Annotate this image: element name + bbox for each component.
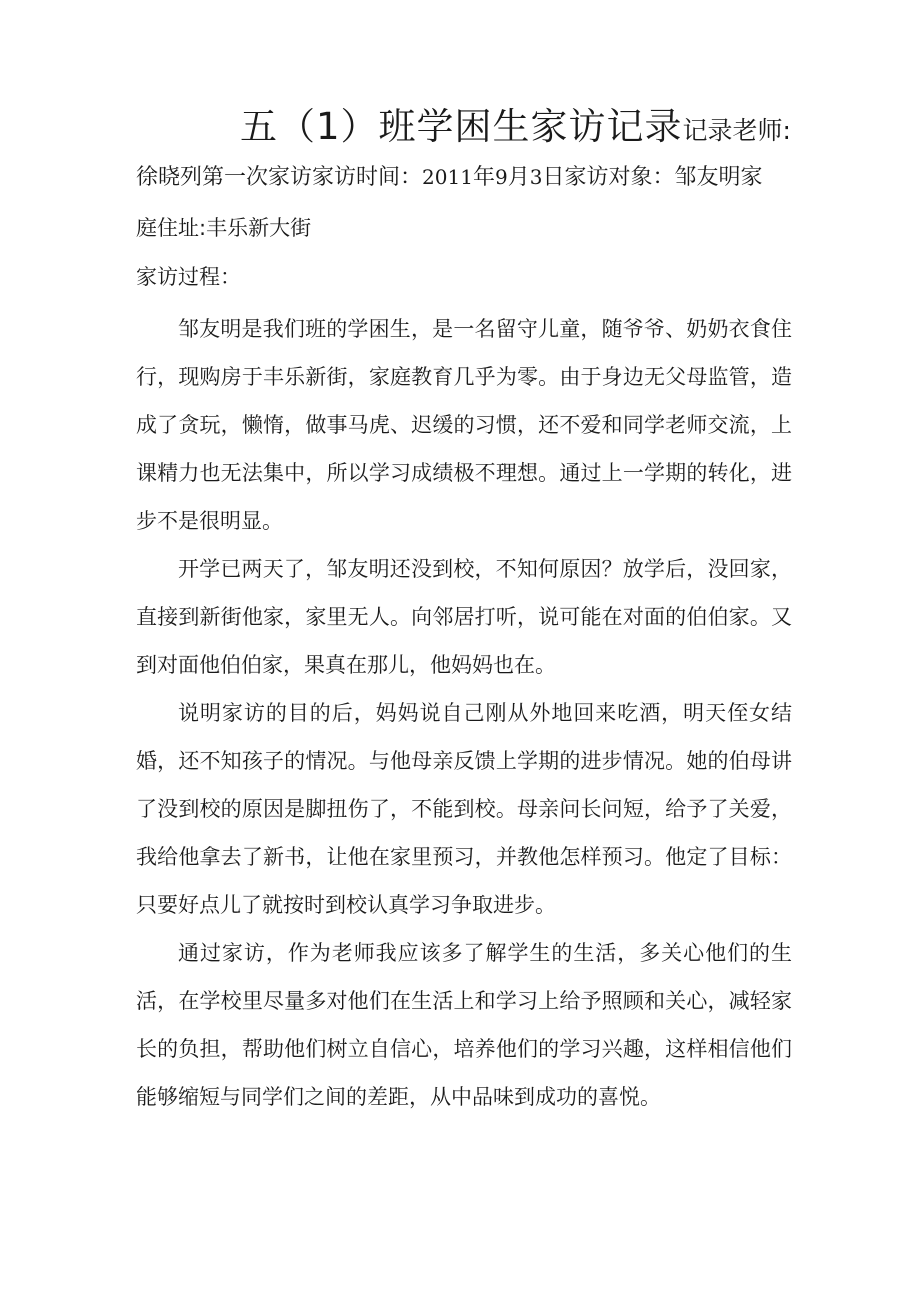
visit-label: 第一次家访家访时间： (202, 165, 423, 190)
teacher-name: 徐晓列 (136, 165, 203, 190)
title-suffix: 记录老师: (682, 116, 791, 145)
process-label: 家访过程： (136, 265, 241, 289)
paragraph: 开学已两天了，邹友明还没到校，不知何原因？放学后，没回家，直接到新街他家，家里无人。向邻居打听，说可能在对面的伯伯家。又到对面他伯伯家，果真在那儿，他妈妈也在。 (136, 557, 792, 677)
day-unit-and-subject: 日家访对象：邹友明家 (542, 165, 763, 190)
visit-day: 3 (529, 165, 543, 189)
visit-month: 9 (494, 165, 508, 189)
paragraph: 通过家访，作为老师我应该多了解学生的生活，多关心他们的生活，在学校里尽量多对他们在生活上和学习上给予照顾和关心，减轻家长的负担，帮助他们树立自信心，培养他们的学习兴趣，这样相信他们能够缩短与同学们之间的差距，从中品味到成功的喜悦。 (136, 941, 792, 1109)
paragraph: 说明家访的目的后，妈妈说自己刚从外地回来吃酒，明天侄女结婚，还不知孩子的情况。与他母亲反馈上学期的进步情况。她的伯母讲了没到校的原因是脚扭伤了，不能到校。母亲问长问短，给予了关爱，我给他拿去了新书，让他在家里预习，并教他怎样预习。他定了目标：只要好点儿了就按时到校认真学习争取进步。 (136, 701, 792, 917)
month-unit: 月 (507, 165, 530, 190)
visit-meta-line (136, 160, 762, 191)
paragraph: 邹友明是我们班的学困生，是一名留守儿童，随爷爷、奶奶衣食住行，现购房于丰乐新街，家庭教育几乎为零。由于身边无父母监管，造成了贪玩，懒惰，做事马虎、迟缓的习惯，还不爱和同学老师交流，上课精力也无法集中，所以学习成绩极不理想。通过上一学期的转化，进步不是很明显。 (136, 317, 792, 533)
address-line: 庭住址:丰乐新大街 (136, 216, 312, 240)
visit-body (136, 305, 792, 1121)
visit-year: 2011 (422, 165, 473, 189)
title-main: 五（1）班学困生家访记录 (240, 105, 683, 148)
year-unit: 年 (472, 165, 495, 190)
document-title (240, 96, 791, 150)
